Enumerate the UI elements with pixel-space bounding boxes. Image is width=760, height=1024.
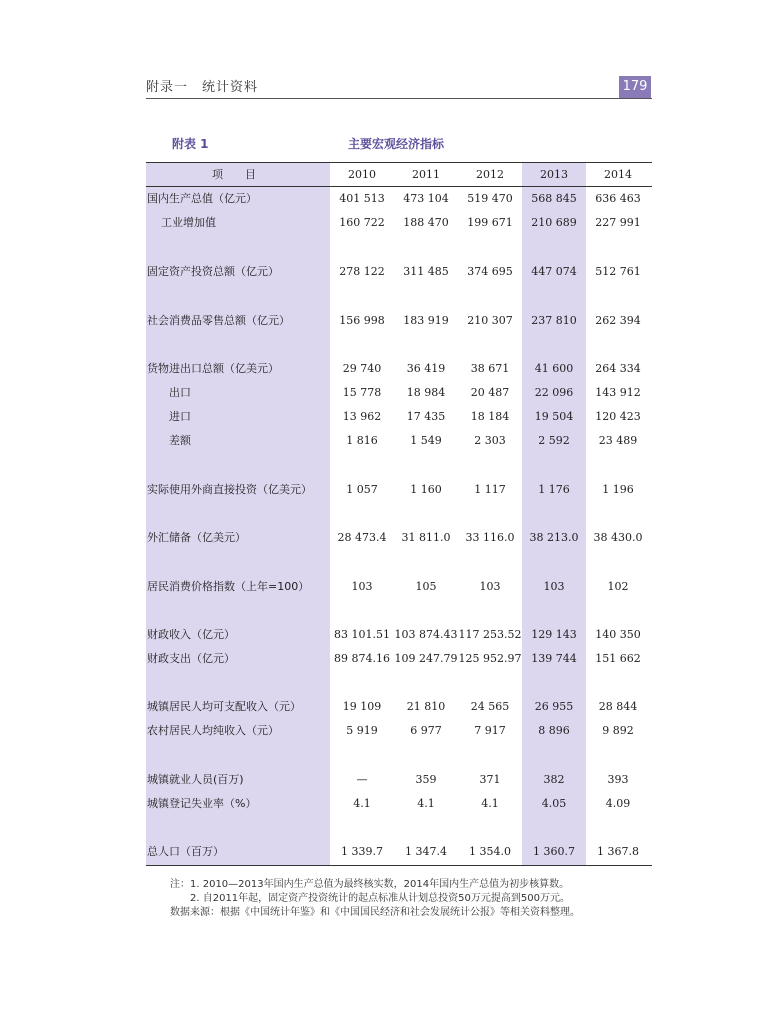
table-cell: 125 952.97 (458, 652, 522, 665)
table-cell: 473 104 (403, 192, 449, 205)
column-header-year: 2011 (412, 168, 440, 181)
table-cell: 210 307 (467, 314, 513, 327)
table-cell: 89 874.16 (334, 652, 390, 665)
table-cell: 6 977 (410, 724, 442, 737)
table-cell: 103 (479, 580, 501, 593)
table-cell: 4.05 (541, 797, 567, 810)
table-cell: 2 592 (538, 434, 570, 447)
row-label: 外汇储备（亿美元） (147, 531, 246, 544)
table-cell: 31 811.0 (401, 531, 451, 544)
table-cell: 18 984 (406, 386, 446, 399)
table-cell: 382 (543, 773, 565, 786)
table-cell: 393 (607, 773, 629, 786)
table-cell: 38 213.0 (529, 531, 579, 544)
table-header-rule (146, 186, 652, 187)
row-label: 社会消费品零售总额（亿元） (147, 314, 290, 327)
table-cell: 1 057 (346, 483, 378, 496)
table-cell: 278 122 (339, 265, 385, 278)
row-label: 居民消费价格指数（上年=100） (147, 580, 310, 593)
table-cell: 4.1 (417, 797, 435, 810)
table-cell: 13 962 (342, 410, 382, 423)
row-label: 出口 (169, 386, 191, 399)
row-label: 工业增加值 (161, 216, 216, 229)
table-cell: 447 074 (531, 265, 577, 278)
table-cell: 1 816 (346, 434, 378, 447)
row-label: 差额 (169, 434, 191, 447)
table-cell: 4.1 (353, 797, 371, 810)
table-cell: 512 761 (595, 265, 641, 278)
table-cell: 140 350 (595, 628, 641, 641)
table-cell: 636 463 (595, 192, 641, 205)
page-number-badge: 179 (619, 76, 651, 98)
table-cell: 1 360.7 (533, 845, 575, 858)
table-cell: 103 874.43 (394, 628, 458, 641)
table-cell: 7 917 (474, 724, 506, 737)
table-cell: 24 565 (470, 700, 510, 713)
table-cell: 1 339.7 (341, 845, 383, 858)
column-header-item: 项 目 (212, 168, 256, 181)
table-cell: 1 354.0 (469, 845, 511, 858)
table-cell: 5 919 (346, 724, 378, 737)
table-cell: 371 (479, 773, 501, 786)
table-cell: — (356, 773, 368, 786)
header-rule (146, 98, 652, 99)
table-cell: 38 671 (470, 362, 510, 375)
table-cell: 33 116.0 (465, 531, 515, 544)
table-cell: 2 303 (474, 434, 506, 447)
table-cell: 15 778 (342, 386, 382, 399)
table-cell: 237 810 (531, 314, 577, 327)
table-cell: 21 810 (406, 700, 446, 713)
row-label: 国内生产总值（亿元） (147, 192, 257, 205)
table-cell: 4.1 (481, 797, 499, 810)
row-label: 城镇就业人员(百万) (147, 773, 244, 786)
table-cell: 38 430.0 (593, 531, 643, 544)
table-cell: 264 334 (595, 362, 641, 375)
table-cell: 19 109 (342, 700, 382, 713)
row-label: 实际使用外商直接投资（亿美元） (147, 483, 312, 496)
column-header-year: 2013 (540, 168, 568, 181)
table-cell: 1 367.8 (597, 845, 639, 858)
table-cell: 156 998 (339, 314, 385, 327)
table-cell: 129 143 (531, 628, 577, 641)
column-header-year: 2012 (476, 168, 504, 181)
table-cell: 22 096 (534, 386, 574, 399)
row-label: 财政支出（亿元） (147, 652, 235, 665)
table-bottom-rule (146, 865, 652, 866)
table-cell: 183 919 (403, 314, 449, 327)
table-cell: 103 (543, 580, 565, 593)
table-cell: 143 912 (595, 386, 641, 399)
table-cell: 401 513 (339, 192, 385, 205)
row-label: 财政收入（亿元） (147, 628, 235, 641)
table-cell: 29 740 (342, 362, 382, 375)
table-cell: 139 744 (531, 652, 577, 665)
table-cell: 102 (607, 580, 629, 593)
table-cell: 109 247.79 (394, 652, 458, 665)
table-cell: 20 487 (470, 386, 510, 399)
table-top-rule (146, 162, 652, 163)
table-cell: 23 489 (598, 434, 638, 447)
table-cell: 26 955 (534, 700, 574, 713)
table-cell: 359 (415, 773, 437, 786)
table-cell: 8 896 (538, 724, 570, 737)
table-cell: 4.09 (605, 797, 631, 810)
table-cell: 1 117 (474, 483, 506, 496)
table-cell: 1 549 (410, 434, 442, 447)
note-2: 2. 自2011年起，固定资产投资统计的起点标准从计划总投资50万元提高到500万元。 (170, 893, 570, 904)
note-1: 注：1. 2010—2013年国内生产总值为最终核实数，2014年国内生产总值为初步核算数。 (170, 879, 570, 890)
table-cell: 28 473.4 (337, 531, 387, 544)
table-cell: 227 991 (595, 216, 641, 229)
note-source: 数据来源：根据《中国统计年鉴》和《中国国民经济和社会发展统计公报》等相关资料整理。 (170, 907, 580, 918)
table-cell: 1 160 (410, 483, 442, 496)
table-cell: 28 844 (598, 700, 638, 713)
table-cell: 117 253.52 (458, 628, 522, 641)
table-cell: 103 (351, 580, 373, 593)
table-cell: 105 (415, 580, 437, 593)
table-cell: 19 504 (534, 410, 574, 423)
row-label: 进口 (169, 410, 191, 423)
row-label: 城镇登记失业率（%） (147, 797, 257, 810)
table-cell: 18 184 (470, 410, 510, 423)
table-cell: 188 470 (403, 216, 449, 229)
table-cell: 210 689 (531, 216, 577, 229)
table-cell: 519 470 (467, 192, 513, 205)
table-cell: 160 722 (339, 216, 385, 229)
row-label: 固定资产投资总额（亿元） (147, 265, 279, 278)
table-cell: 1 196 (602, 483, 634, 496)
table-cell: 374 695 (467, 265, 513, 278)
column-header-year: 2010 (348, 168, 376, 181)
row-label: 货物进出口总额（亿美元） (147, 362, 279, 375)
table-cell: 1 347.4 (405, 845, 447, 858)
row-label: 总人口（百万） (147, 845, 224, 858)
table-cell: 17 435 (406, 410, 446, 423)
running-title: 附录一 统计资料 (146, 80, 259, 95)
table-cell: 568 845 (531, 192, 577, 205)
table-label: 附表 1 (172, 137, 209, 151)
table-cell: 41 600 (534, 362, 574, 375)
table-cell: 262 394 (595, 314, 641, 327)
table-cell: 83 101.51 (334, 628, 390, 641)
row-label: 城镇居民人均可支配收入（元） (147, 700, 301, 713)
table-cell: 1 176 (538, 483, 570, 496)
table-notes (170, 878, 580, 920)
table-cell: 36 419 (406, 362, 446, 375)
table-cell: 9 892 (602, 724, 634, 737)
table-cell: 199 671 (467, 216, 513, 229)
table-cell: 151 662 (595, 652, 641, 665)
table-cell: 311 485 (403, 265, 449, 278)
column-header-year: 2014 (604, 168, 632, 181)
table-title: 主要宏观经济指标 (348, 137, 445, 151)
table-cell: 120 423 (595, 410, 641, 423)
row-label: 农村居民人均纯收入（元） (147, 724, 279, 737)
